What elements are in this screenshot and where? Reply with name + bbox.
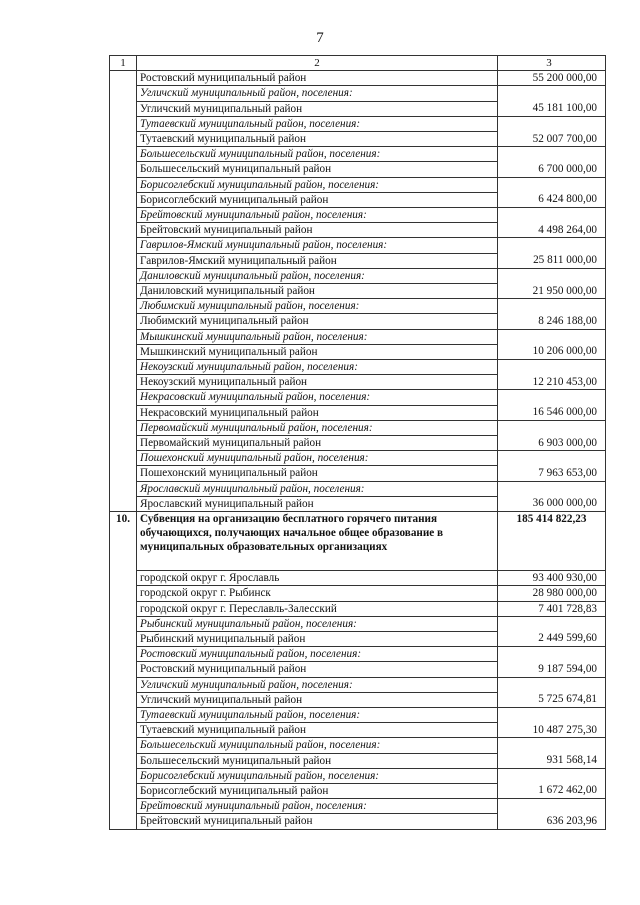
name-cell: Мышкинский муниципальный район [137, 344, 498, 359]
name-cell: Брейтовский муниципальный район [137, 814, 498, 829]
name-cell: Некрасовский муниципальный район [137, 405, 498, 420]
name-cell: Борисоглебский муниципальный район, поселения: [137, 177, 498, 192]
subheading-row [110, 647, 606, 662]
subheading-row [110, 451, 606, 466]
table-row [110, 375, 606, 390]
name-cell: Борисоглебский муниципальный район, поселения: [137, 768, 498, 783]
header-col-2: 2 [137, 56, 498, 71]
subheading-row [110, 420, 606, 435]
amount-cell: 5 725 674,81 [498, 692, 606, 707]
name-cell: Некрасовский муниципальный район, поселения: [137, 390, 498, 405]
name-cell: Ростовский муниципальный район [137, 662, 498, 677]
table-row [110, 814, 606, 829]
subsidy-table [109, 55, 606, 830]
name-cell: городской округ г. Переславль-Залесский [137, 601, 498, 616]
subheading-row [110, 738, 606, 753]
amount-cell [498, 677, 606, 692]
header-row [110, 56, 606, 71]
subheading-row [110, 799, 606, 814]
name-cell: Ростовский муниципальный район, поселения: [137, 647, 498, 662]
name-cell: Тутаевский муниципальный район [137, 132, 498, 147]
amount-cell [498, 738, 606, 753]
subheading-row [110, 390, 606, 405]
subheading-row [110, 116, 606, 131]
subheading-row [110, 616, 606, 631]
amount-cell: 931 568,14 [498, 753, 606, 768]
amount-cell [498, 616, 606, 631]
subheading-row [110, 360, 606, 375]
table-row [110, 496, 606, 511]
amount-cell [498, 707, 606, 722]
amount-cell [498, 268, 606, 283]
subheading-row [110, 177, 606, 192]
amount-cell: 2 449 599,60 [498, 631, 606, 646]
amount-cell: 28 980 000,00 [498, 586, 606, 601]
name-cell: Большесельский муниципальный район [137, 753, 498, 768]
amount-cell [498, 390, 606, 405]
amount-cell: 10 206 000,00 [498, 344, 606, 359]
subheading-row [110, 481, 606, 496]
name-cell: Большесельский муниципальный район, поселения: [137, 738, 498, 753]
table-row [110, 192, 606, 207]
amount-cell: 7 401 728,83 [498, 601, 606, 616]
name-cell: городской округ г. Ярославль [137, 571, 498, 586]
name-cell: Угличский муниципальный район, поселения: [137, 677, 498, 692]
name-cell: Первомайский муниципальный район, поселения: [137, 420, 498, 435]
amount-cell [498, 799, 606, 814]
subheading-row [110, 268, 606, 283]
header-col-1: 1 [110, 56, 137, 71]
subheading-row [110, 677, 606, 692]
amount-cell: 8 246 188,00 [498, 314, 606, 329]
amount-cell: 10 487 275,30 [498, 723, 606, 738]
name-cell: Брейтовский муниципальный район, поселения: [137, 799, 498, 814]
amount-cell [498, 177, 606, 192]
name-cell: Мышкинский муниципальный район, поселения: [137, 329, 498, 344]
page-number: 7 [316, 30, 324, 46]
amount-cell [498, 86, 606, 101]
table-row [110, 601, 606, 616]
item-number: 10. [110, 512, 137, 829]
amount-cell: 36 000 000,00 [498, 496, 606, 511]
amount-cell [498, 329, 606, 344]
amount-cell [498, 768, 606, 783]
table-row [110, 253, 606, 268]
amount-cell: 6 700 000,00 [498, 162, 606, 177]
amount-cell: 52 007 700,00 [498, 132, 606, 147]
table-row [110, 586, 606, 601]
amount-cell: 25 811 000,00 [498, 253, 606, 268]
name-cell: Тутаевский муниципальный район, поселения: [137, 707, 498, 722]
amount-cell: 45 181 100,00 [498, 101, 606, 116]
table-row [110, 783, 606, 798]
subheading-row [110, 329, 606, 344]
name-cell: Ярославский муниципальный район, поселения: [137, 481, 498, 496]
name-cell: Любимский муниципальный район, поселения: [137, 299, 498, 314]
amount-cell: 55 200 000,00 [498, 71, 606, 86]
subheading-row [110, 299, 606, 314]
amount-cell: 16 546 000,00 [498, 405, 606, 420]
table-row [110, 631, 606, 646]
subheading-row [110, 147, 606, 162]
row-number-cell [110, 71, 137, 512]
amount-cell [498, 116, 606, 131]
table-row [110, 466, 606, 481]
table-row [110, 436, 606, 451]
table-row [110, 753, 606, 768]
item-total: 185 414 822,23 [498, 512, 606, 571]
table-row [110, 101, 606, 116]
name-cell: Борисоглебский муниципальный район [137, 783, 498, 798]
table-row [110, 662, 606, 677]
subheading-row [110, 208, 606, 223]
name-cell: Гаврилов-Ямский муниципальный район, поселения: [137, 238, 498, 253]
table-row [110, 223, 606, 238]
table-row [110, 692, 606, 707]
amount-cell [498, 481, 606, 496]
name-cell: Первомайский муниципальный район [137, 436, 498, 451]
amount-cell: 1 672 462,00 [498, 783, 606, 798]
amount-cell [498, 420, 606, 435]
table-row [110, 71, 606, 86]
amount-cell [498, 147, 606, 162]
name-cell: городской округ г. Рыбинск [137, 586, 498, 601]
subheading-row [110, 768, 606, 783]
name-cell: Гаврилов-Ямский муниципальный район [137, 253, 498, 268]
amount-cell: 6 424 800,00 [498, 192, 606, 207]
amount-cell [498, 208, 606, 223]
subheading-row [110, 86, 606, 101]
table-row [110, 314, 606, 329]
header-col-3: 3 [498, 56, 606, 71]
name-cell: Пошехонский муниципальный район [137, 466, 498, 481]
name-cell: Рыбинский муниципальный район, поселения: [137, 616, 498, 631]
table-row [110, 405, 606, 420]
table-row [110, 132, 606, 147]
name-cell: Большесельский муниципальный район, поселения: [137, 147, 498, 162]
name-cell: Угличский муниципальный район, поселения: [137, 86, 498, 101]
name-cell: Тутаевский муниципальный район, поселения: [137, 116, 498, 131]
name-cell: Рыбинский муниципальный район [137, 631, 498, 646]
name-cell: Некоузский муниципальный район [137, 375, 498, 390]
name-cell: Даниловский муниципальный район, поселения: [137, 268, 498, 283]
amount-cell [498, 360, 606, 375]
amount-cell [498, 238, 606, 253]
name-cell: Тутаевский муниципальный район [137, 723, 498, 738]
amount-cell: 4 498 264,00 [498, 223, 606, 238]
amount-cell: 9 187 594,00 [498, 662, 606, 677]
table-row [110, 162, 606, 177]
name-cell: Пошехонский муниципальный район, поселения: [137, 451, 498, 466]
amount-cell [498, 299, 606, 314]
table-row [110, 723, 606, 738]
name-cell: Даниловский муниципальный район [137, 284, 498, 299]
amount-cell: 21 950 000,00 [498, 284, 606, 299]
amount-cell [498, 647, 606, 662]
name-cell: Угличский муниципальный район [137, 101, 498, 116]
amount-cell: 12 210 453,00 [498, 375, 606, 390]
table-row [110, 284, 606, 299]
subheading-row [110, 707, 606, 722]
name-cell: Борисоглебский муниципальный район [137, 192, 498, 207]
name-cell: Брейтовский муниципальный район, поселения: [137, 208, 498, 223]
name-cell: Некоузский муниципальный район, поселения: [137, 360, 498, 375]
item-title: Субвенция на организацию бесплатного горячего питания обучающихся, получающих начальное общее образование в муниципальных образовательных организациях [137, 512, 498, 571]
name-cell: Ростовский муниципальный район [137, 71, 498, 86]
amount-cell [498, 451, 606, 466]
name-cell: Любимский муниципальный район [137, 314, 498, 329]
name-cell: Угличский муниципальный район [137, 692, 498, 707]
table-row [110, 344, 606, 359]
name-cell: Большесельский муниципальный район [137, 162, 498, 177]
amount-cell: 7 963 653,00 [498, 466, 606, 481]
amount-cell: 636 203,96 [498, 814, 606, 829]
subheading-row [110, 238, 606, 253]
name-cell: Ярославский муниципальный район [137, 496, 498, 511]
item-10-row [110, 512, 606, 571]
amount-cell: 93 400 930,00 [498, 571, 606, 586]
amount-cell: 6 903 000,00 [498, 436, 606, 451]
name-cell: Брейтовский муниципальный район [137, 223, 498, 238]
table-row [110, 571, 606, 586]
